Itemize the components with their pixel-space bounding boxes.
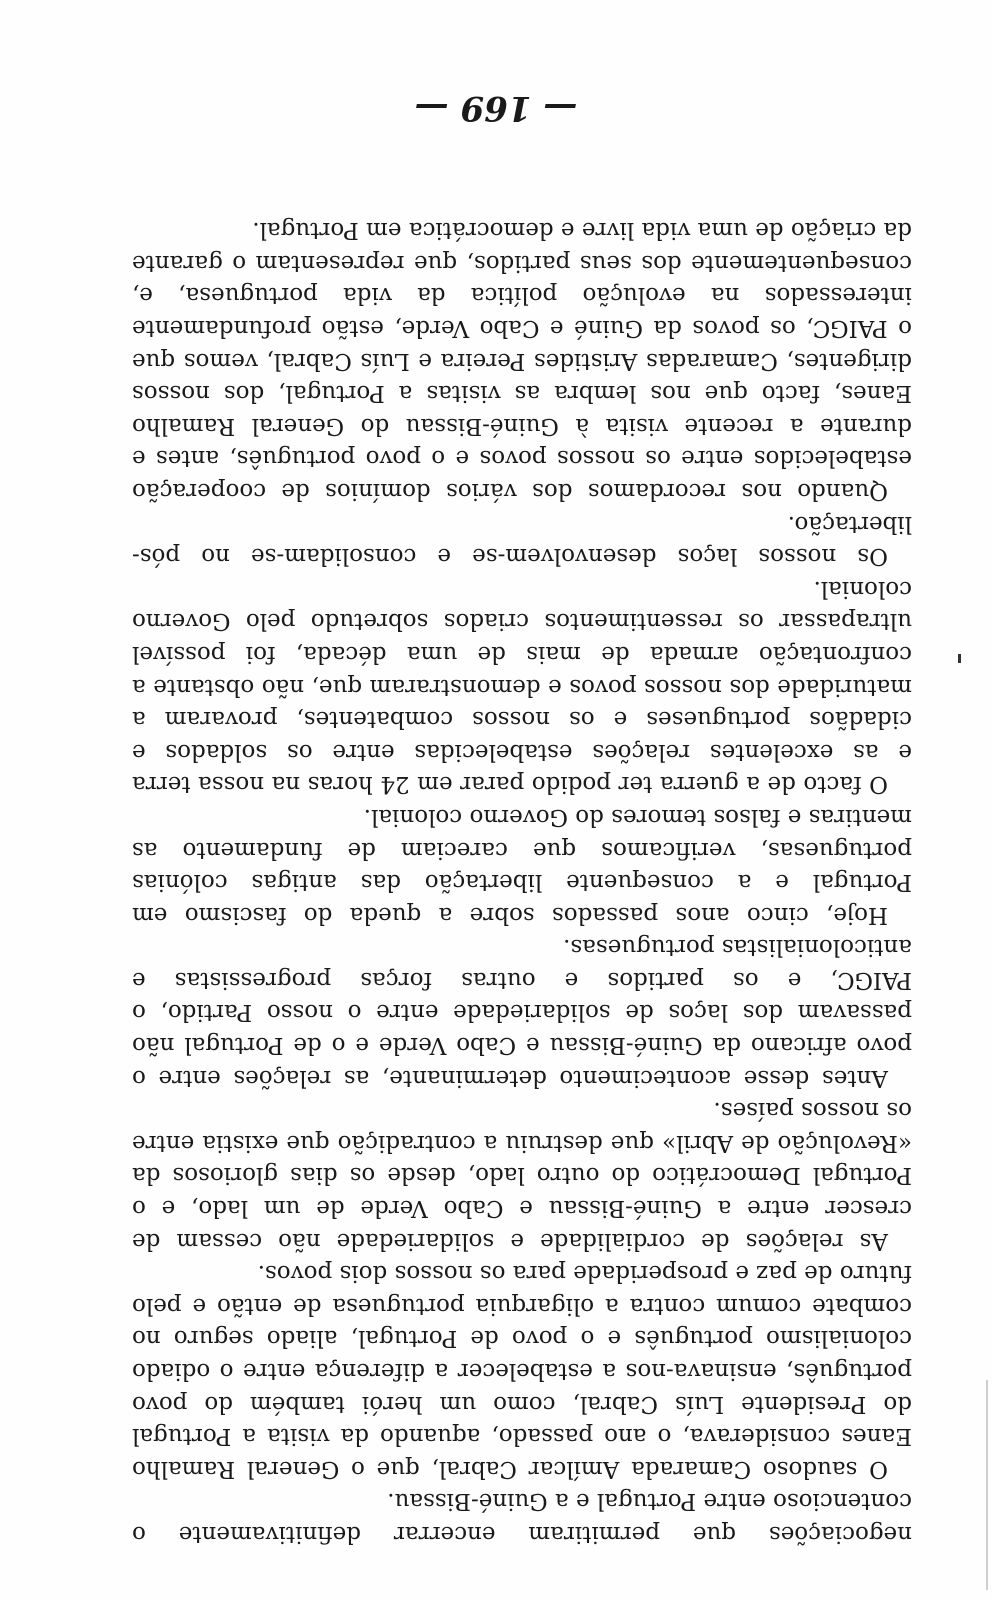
page-number: — 169 — xyxy=(414,88,578,128)
scan-gutter-line xyxy=(986,1380,988,1590)
scan-speck xyxy=(958,654,961,663)
paragraph: O facto de a guerra ter podido parar em 24 horas na nossa terra e as excelentes relações estabelecidas entre os soldados e cidadãos portugueses e os nossos combatentes, provaram a maturidade dos nossos povos e demonstraram que, não obstante a confrontação armada de mais de uma década, foi possível ultrapassar os ressentimentos criados sobretudo pelo Governo colonial. xyxy=(132,575,912,798)
paragraph: O saudoso Camarada Amílcar Cabral, que o General Ramalho Eanes considerava, o ano passado, aquando da visita a Portugal do Presidente Luís Cabral, como um herói também do povo português, ensinava-nos a estabelecer a diferença entre o odiado colonialismo português e o povo de Portugal, aliado seguro no combate comum contra a oligarquia portuguesa de então e pelo futuro de paz e prosperidade para os nossos dois povos. xyxy=(132,1260,912,1482)
paragraph: Quando nos recordamos dos vários domínios de cooperação estabelecidos entre os nossos povos e o povo português, antes e durante a recente visita à Guiné-Bissau do General Ramalho Eanes, facto que nos lembra as visitas a Portugal, dos nossos dirigentes, Camaradas Aristides Pereira e Luís Cabral, vemos que o PAIGC, os povos da Guiné e Cabo Verde, estão profundamente interessados na evolução política da vida portuguesa, e, consequentemente dos seus partidos, que representam o garante da criação de uma vida livre e democrática em Portugal. xyxy=(132,217,912,504)
body-text xyxy=(132,214,912,1550)
paragraph: Hoje, cinco anos passados sobre a queda do fascismo em Portugal e a consequente libertação das antigas colónias portuguesas, verificamos que careciam de fundamento as mentiras e falsos temores do Governo colonial. xyxy=(132,803,912,928)
paragraph: Antes desse acontecimento determinante, as relações entre o povo africano da Guiné-Bissau e Cabo Verde e o de Portugal não passavam dos laços de solidariedade entre o nosso Partido, o PAIGC, e os partidos e outras forças progressistas e anticolonialistas portuguesas. xyxy=(132,934,912,1091)
paragraph: As relações de cordialidade e solidariedade não cessam de crescer entre a Guiné-Bissau e Cabo Verde de um lado, e o Portugal Democrático do outro lado, desde os dias gloriosos da «Revolução de Abril» que destruiu a contradição que existia entre os nossos países. xyxy=(132,1097,912,1254)
paragraph: Os nossos laços desenvolvem-se e consolidam-se no pós-libertação. xyxy=(132,510,912,570)
paragraph: negociações que permitiram encerrar definitivamente o contencioso entre Portugal e a Guiné-Bissau. xyxy=(132,1488,912,1547)
